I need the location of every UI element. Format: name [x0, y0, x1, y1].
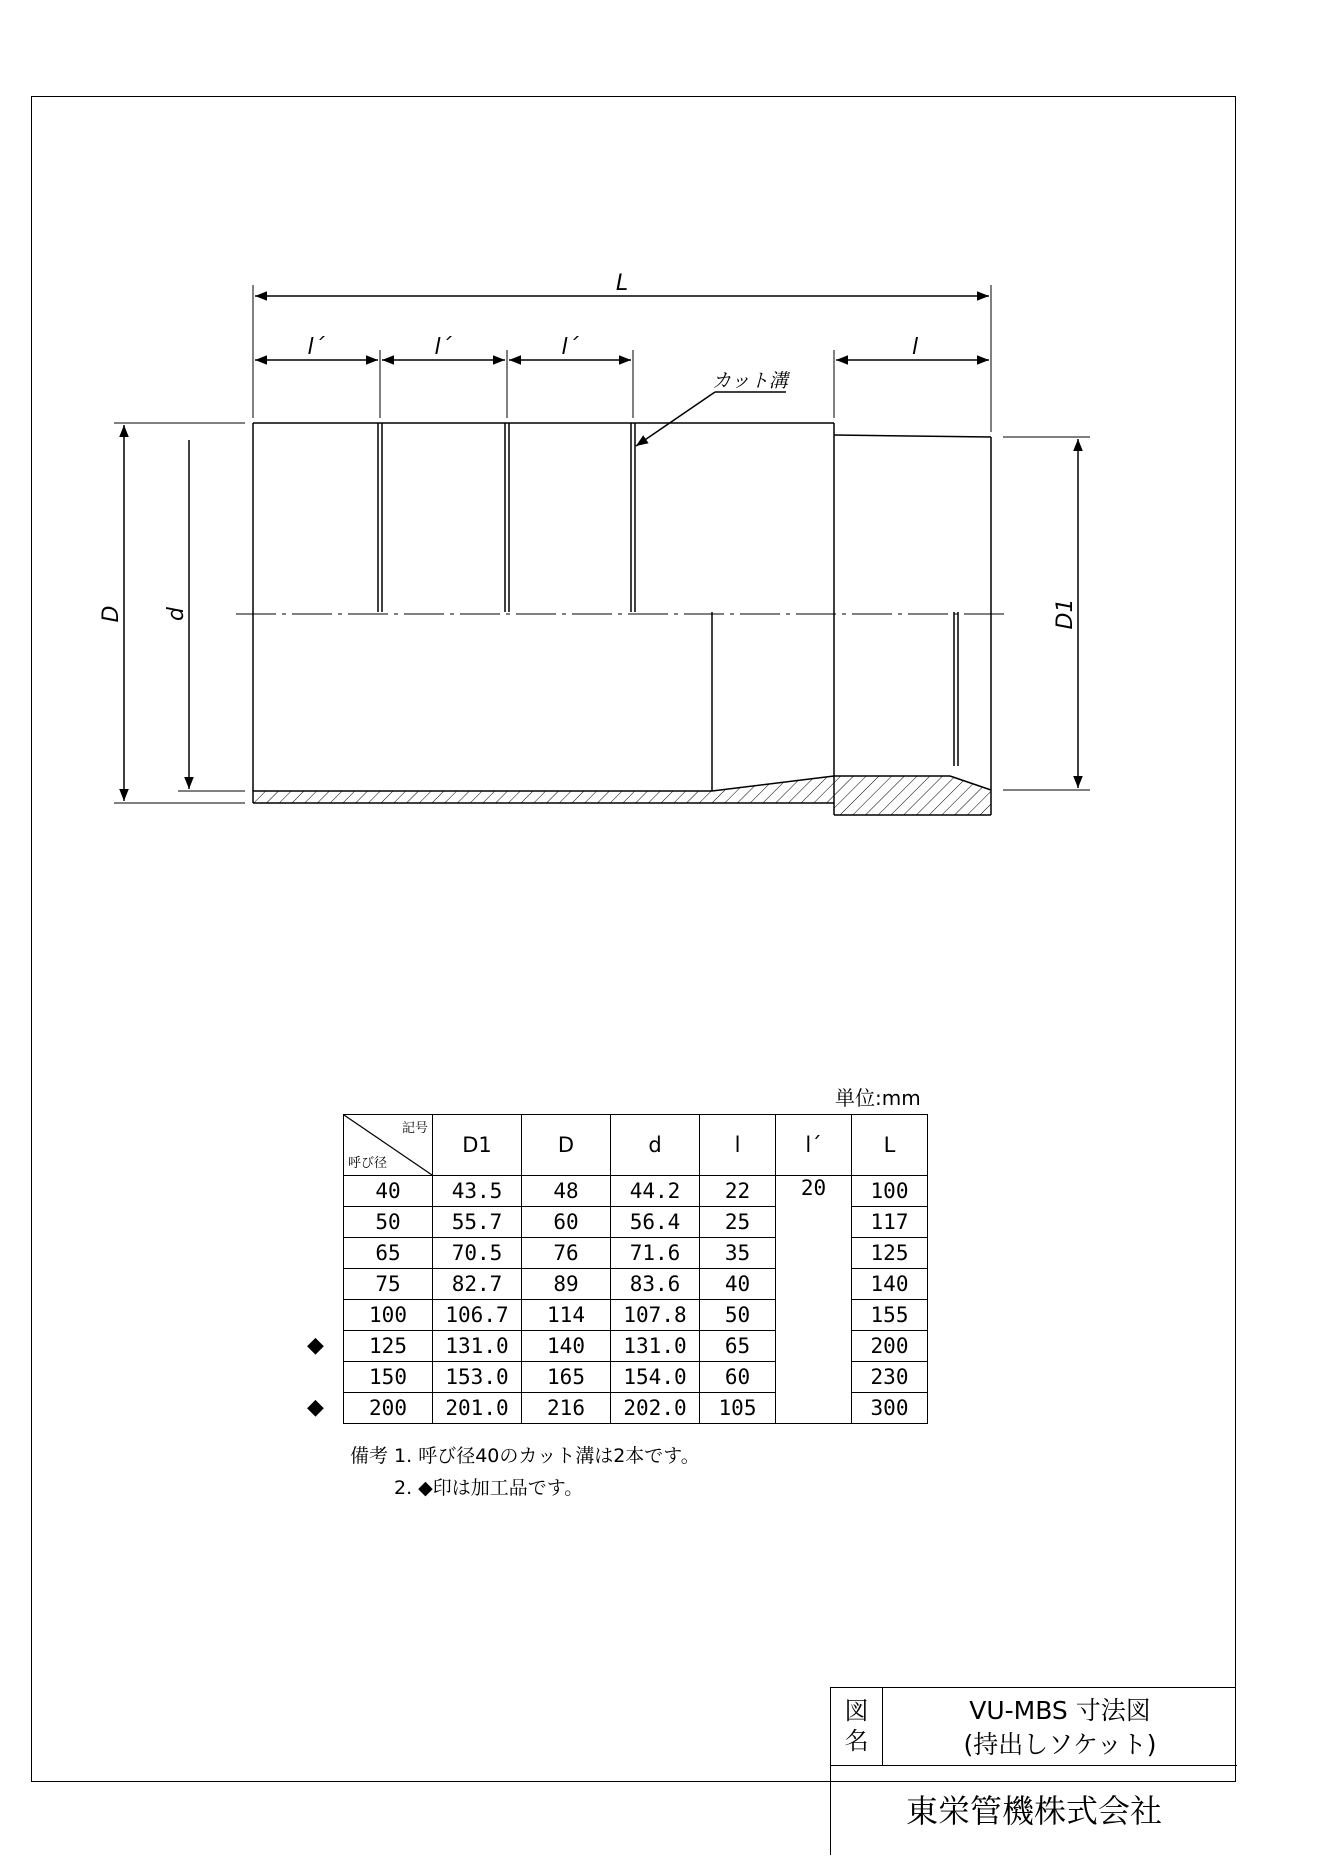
cell-d1: 153.0: [433, 1362, 522, 1393]
header-corner: [344, 1115, 433, 1176]
dim-D-label: D: [99, 605, 124, 623]
remark-2: 2. ◆印は加工品です。: [394, 1477, 584, 1499]
remark-1: 備考 1. 呼び径40のカット溝は2本です。: [350, 1445, 700, 1467]
cell-nominal: 125: [344, 1331, 433, 1362]
cell-l-prime: [776, 1331, 852, 1362]
dim-l-prime-label-2: l´: [434, 335, 452, 360]
dim-L-label: L: [615, 271, 629, 296]
cell-d: 60: [522, 1207, 611, 1238]
title-block-label: [831, 1688, 883, 1766]
header-nominal-label: 呼び径: [348, 1156, 388, 1171]
cell-d1: 82.7: [433, 1269, 522, 1300]
cell-d: 107.8: [611, 1300, 700, 1331]
cell-l-prime: [776, 1393, 852, 1424]
header-L: L: [852, 1115, 928, 1176]
cell-d: 140: [522, 1331, 611, 1362]
cell-l: 60: [700, 1362, 776, 1393]
cell-d: 44.2: [611, 1176, 700, 1207]
cell-d: 48: [522, 1176, 611, 1207]
remarks: [350, 1440, 700, 1504]
header-d: d: [611, 1115, 700, 1176]
title-line-2: (持出しソケット): [963, 1730, 1157, 1759]
unit-label: 単位:mm: [835, 1086, 921, 1110]
table-row: [344, 1362, 928, 1393]
cell-d1: 43.5: [433, 1176, 522, 1207]
dim-d-label: d: [164, 607, 189, 621]
header-l-prime: l´: [776, 1115, 852, 1176]
cell-d1: 106.7: [433, 1300, 522, 1331]
cell-l: 35: [700, 1238, 776, 1269]
cell-d: 154.0: [611, 1362, 700, 1393]
cell-l-prime: [776, 1269, 852, 1300]
cell-L: 200: [852, 1331, 928, 1362]
cell-d1: 70.5: [433, 1238, 522, 1269]
dim-l-label: l: [911, 335, 919, 360]
label-line-1: 図: [844, 1697, 869, 1725]
cell-l: 25: [700, 1207, 776, 1238]
marker-diamond: ◆: [307, 1395, 324, 1420]
cell-l-prime: [776, 1362, 852, 1393]
cell-L: 155: [852, 1300, 928, 1331]
title-block: [830, 1687, 1236, 1855]
cell-L: 125: [852, 1238, 928, 1269]
cell-d: 71.6: [611, 1238, 700, 1269]
header-D: D: [522, 1115, 611, 1176]
cell-d1: 131.0: [433, 1331, 522, 1362]
cell-d: 131.0: [611, 1331, 700, 1362]
cell-L: 117: [852, 1207, 928, 1238]
table-row: [344, 1300, 928, 1331]
cell-l-prime: [776, 1300, 852, 1331]
cell-d1: 201.0: [433, 1393, 522, 1424]
table-row: [344, 1176, 928, 1207]
table-header-row: [344, 1115, 928, 1176]
extension-lines: [114, 285, 1090, 803]
cell-d: 89: [522, 1269, 611, 1300]
table-row: [344, 1269, 928, 1300]
cell-l: 65: [700, 1331, 776, 1362]
dim-D1-label: D1: [1053, 598, 1078, 630]
cell-nominal: 75: [344, 1269, 433, 1300]
title-line-1: VU-MBS 寸法図: [969, 1696, 1151, 1725]
table-row: [344, 1393, 928, 1424]
header-l: l: [700, 1115, 776, 1176]
cell-nominal: 150: [344, 1362, 433, 1393]
table-row: [344, 1207, 928, 1238]
cell-d: 114: [522, 1300, 611, 1331]
cell-d: 216: [522, 1393, 611, 1424]
header-symbol-label: 記号: [401, 1121, 428, 1136]
dimension-table: [343, 1114, 928, 1424]
company-name: 東栄管機株式会社: [905, 1792, 1162, 1830]
label-line-2: 名: [844, 1727, 869, 1755]
cut-groove-label: カット溝: [712, 370, 788, 392]
table-row: [344, 1331, 928, 1362]
cell-l: 105: [700, 1393, 776, 1424]
cell-L: 100: [852, 1176, 928, 1207]
cell-nominal: 50: [344, 1207, 433, 1238]
dimension-arrows: [124, 296, 1078, 801]
cell-l: 50: [700, 1300, 776, 1331]
cell-l-prime: 20: [776, 1176, 852, 1207]
drawing-title: [883, 1688, 1237, 1766]
cell-nominal: 65: [344, 1238, 433, 1269]
cell-L: 300: [852, 1393, 928, 1424]
cell-d: 165: [522, 1362, 611, 1393]
cell-l-prime: [776, 1207, 852, 1238]
cell-d: 83.6: [611, 1269, 700, 1300]
cell-L: 230: [852, 1362, 928, 1393]
cell-nominal: 100: [344, 1300, 433, 1331]
pipe-outline: [253, 423, 991, 815]
marker-diamond: ◆: [307, 1333, 324, 1358]
cell-nominal: 200: [344, 1393, 433, 1424]
cell-l-prime: [776, 1238, 852, 1269]
cell-L: 140: [852, 1269, 928, 1300]
hatched-wall: [253, 776, 991, 815]
cell-nominal: 40: [344, 1176, 433, 1207]
header-D1: D1: [433, 1115, 522, 1176]
cut-grooves: [378, 423, 635, 612]
cell-l: 40: [700, 1269, 776, 1300]
cell-d: 76: [522, 1238, 611, 1269]
cell-l: 22: [700, 1176, 776, 1207]
cell-d: 202.0: [611, 1393, 700, 1424]
dim-l-prime-label-1: l´: [307, 335, 325, 360]
cell-d1: 55.7: [433, 1207, 522, 1238]
table-row: [344, 1238, 928, 1269]
cell-d: 56.4: [611, 1207, 700, 1238]
dim-l-prime-label-3: l´: [561, 335, 579, 360]
